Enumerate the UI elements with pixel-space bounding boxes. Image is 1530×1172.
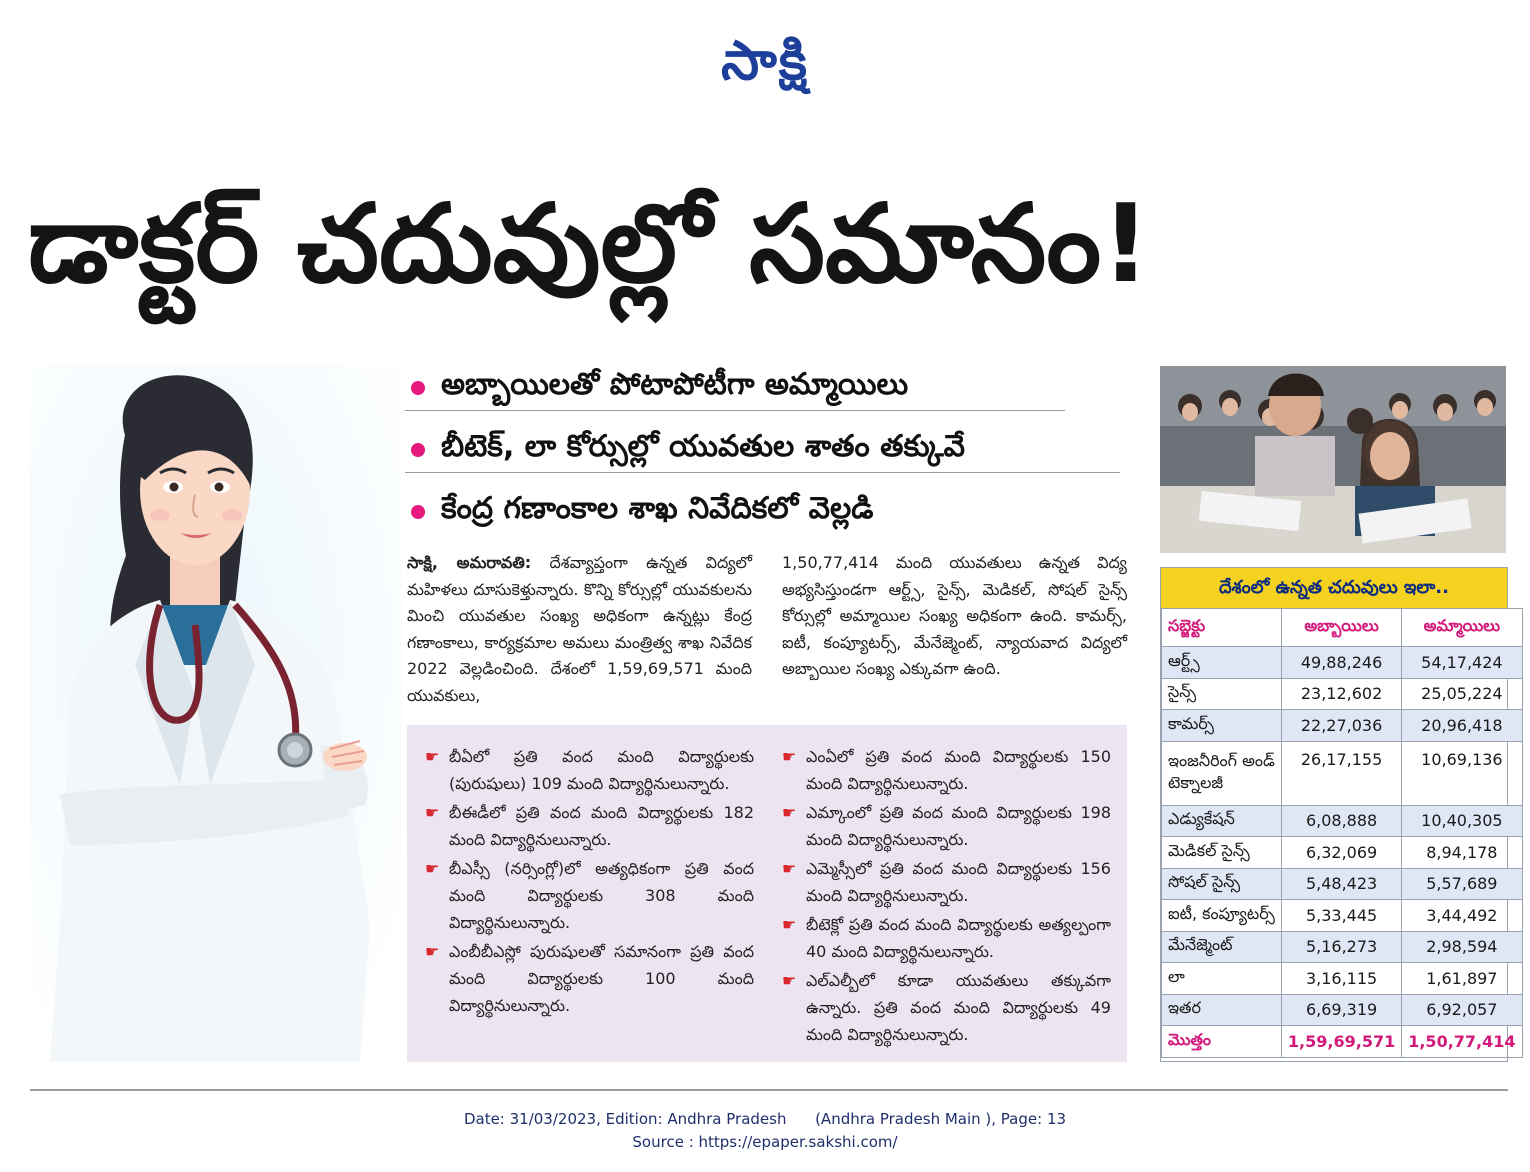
subject-cell: ఇంజనీరింగ్ అండ్ టెక్నాలజీ bbox=[1162, 741, 1282, 805]
pointing-hand-icon: ☛ bbox=[782, 915, 797, 934]
statistics-table bbox=[1160, 567, 1516, 1062]
subject-cell: మెడికల్ సైన్స్ bbox=[1162, 837, 1282, 869]
pink-dot-icon bbox=[411, 381, 425, 395]
fact-item: ☛ బీఎస్సీ (నర్సింగ్లో)లో అత్యధికంగా ప్రతి వంద మంది విద్యార్థులకు 308 మంది విద్యార్థినులున్నారు. bbox=[425, 855, 754, 936]
fact-item: ☛ బీటెక్లో ప్రతి వంద మంది విద్యార్థులకు అత్యల్పంగా 40 మంది విద్యార్థినులున్నారు. bbox=[782, 911, 1111, 965]
total-girls: 1,50,77,414 bbox=[1402, 1026, 1522, 1058]
table-title: దేశంలో ఉన్నత చదువులు ఇలా.. bbox=[1161, 568, 1507, 608]
table-row bbox=[1162, 963, 1523, 995]
key-point bbox=[405, 422, 1125, 478]
boys-cell: 22,27,036 bbox=[1281, 710, 1401, 742]
fact-column-left bbox=[425, 743, 754, 1052]
footer-divider bbox=[30, 1089, 1508, 1091]
table-row bbox=[1162, 931, 1523, 963]
subject-cell: సైన్స్ bbox=[1162, 678, 1282, 710]
total-boys: 1,59,69,571 bbox=[1281, 1026, 1401, 1058]
table-row bbox=[1162, 741, 1523, 805]
boys-cell: 5,48,423 bbox=[1281, 868, 1401, 900]
table-row bbox=[1162, 837, 1523, 869]
footer-source: Source : https://epaper.sakshi.com/ bbox=[632, 1133, 898, 1151]
total-label: మొత్తం bbox=[1162, 1026, 1282, 1058]
subject-cell: ఎడ్యుకేషన్ bbox=[1162, 805, 1282, 837]
girls-cell: 2,98,594 bbox=[1402, 931, 1522, 963]
key-point bbox=[405, 484, 1125, 540]
girls-cell: 25,05,224 bbox=[1402, 678, 1522, 710]
article-body bbox=[407, 550, 1127, 720]
boys-cell: 6,69,319 bbox=[1281, 994, 1401, 1026]
girls-cell: 10,40,305 bbox=[1402, 805, 1522, 837]
divider bbox=[405, 472, 1120, 473]
table-row bbox=[1162, 805, 1523, 837]
subject-cell: లా bbox=[1162, 963, 1282, 995]
pointing-hand-icon: ☛ bbox=[425, 803, 440, 822]
subject-cell: ఆర్ట్స్ bbox=[1162, 647, 1282, 679]
doctor-illustration bbox=[30, 365, 402, 1062]
girls-cell: 20,96,418 bbox=[1402, 710, 1522, 742]
key-point bbox=[405, 360, 1125, 416]
table-total-row bbox=[1162, 1026, 1523, 1058]
key-point-text: కేంద్ర గణాంకాల శాఖ నివేదికలో వెల్లడి bbox=[441, 491, 874, 526]
pointing-hand-icon: ☛ bbox=[782, 747, 797, 766]
fact-item: ☛ ఎల్ఎల్బీలో కూడా యువతులు తక్కువగా ఉన్నారు. ప్రతి వంద మంది విద్యార్థులకు 49 మంది విద్యార్థినులున్నారు. bbox=[782, 967, 1111, 1048]
headline: డాక్టర్ చదువుల్లో సమానం! bbox=[28, 182, 1151, 307]
key-point-text: అబ్బాయిలతో పోటాపోటీగా అమ్మాయిలు bbox=[441, 367, 909, 402]
fact-column-right bbox=[782, 743, 1111, 1052]
table-header-row bbox=[1162, 609, 1523, 647]
footer bbox=[0, 1108, 1530, 1154]
fact-item: ☛ బీఏలో ప్రతి వంద మంది విద్యార్థులకు (పురుషులు) 109 మంది విద్యార్థినులున్నారు. bbox=[425, 743, 754, 797]
girls-cell: 5,57,689 bbox=[1402, 868, 1522, 900]
masthead-name: సాక్షి bbox=[721, 29, 809, 92]
subject-cell: కామర్స్ bbox=[1162, 710, 1282, 742]
fact-item: ☛ ఎంఏలో ప్రతి వంద మంది విద్యార్థులకు 150 మంది విద్యార్థినులున్నారు. bbox=[782, 743, 1111, 797]
key-point-text: బీటెక్, లా కోర్సుల్లో యువతుల శాతం తక్కువే bbox=[441, 429, 965, 464]
article-column-1 bbox=[407, 550, 752, 720]
pink-dot-icon bbox=[411, 443, 425, 457]
fact-box bbox=[407, 725, 1127, 1062]
article-text: 1,50,77,414 మంది యువతులు ఉన్నత విద్య అభ్యసిస్తుండగా ఆర్ట్స్, సైన్స్, మెడికల్, సోషల్ సైన్స్ కోర్సుల్లో అమ్మాయిల సంఖ్య అధికంగా ఉంది. కామర్స్, ఐటీ, కంప్యూటర్స్, మేనేజ్మెంట్, న్యాయవాద విద్యలో అబ్బాయిల సంఖ్య ఎక్కువగా ఉంది. bbox=[782, 553, 1127, 678]
masthead-logo bbox=[660, 22, 870, 100]
boys-cell: 3,16,115 bbox=[1281, 963, 1401, 995]
boys-cell: 5,33,445 bbox=[1281, 900, 1401, 932]
subject-cell: సోషల్ సైన్స్ bbox=[1162, 868, 1282, 900]
pointing-hand-icon: ☛ bbox=[425, 942, 440, 961]
article-column-2 bbox=[782, 550, 1127, 720]
girls-cell: 6,92,057 bbox=[1402, 994, 1522, 1026]
pointing-hand-icon: ☛ bbox=[425, 859, 440, 878]
table-row bbox=[1162, 678, 1523, 710]
pointing-hand-icon: ☛ bbox=[425, 747, 440, 766]
pointing-hand-icon: ☛ bbox=[782, 859, 797, 878]
subject-cell: ఐటీ, కంప్యూటర్స్ bbox=[1162, 900, 1282, 932]
boys-cell: 5,16,273 bbox=[1281, 931, 1401, 963]
girls-cell: 54,17,424 bbox=[1402, 647, 1522, 679]
boys-cell: 26,17,155 bbox=[1281, 741, 1401, 805]
footer-edition-info: Date: 31/03/2023, Edition: Andhra Pradesh (Andhra Pradesh Main ), Page: 13 bbox=[463, 1110, 1067, 1128]
article-text: దేశవ్యాప్తంగా ఉన్నత విద్యలో మహిళలు దూసుకెళ్తున్నారు. కొన్ని కోర్సుల్లో యువకులను మించి యువతుల సంఖ్య అధికంగా ఉన్నట్లు కేంద్ర గణాంకాలు, కార్యక్రమాల అమలు మంత్రిత్వ శాఖ నివేదిక 2022 వెల్లడించింది. దేశంలో 1,59,69,571 మంది యువకులు, bbox=[407, 553, 752, 705]
key-points bbox=[405, 360, 1125, 540]
pink-dot-icon bbox=[411, 505, 425, 519]
column-header-subject: సబ్జెక్టు bbox=[1162, 609, 1282, 647]
fact-item: ☛ ఎంబీబీఎస్లో పురుషులతో సమానంగా ప్రతి వంద మంది విద్యార్థులకు 100 మంది విద్యార్థినులున్నారు. bbox=[425, 938, 754, 1019]
subject-cell: ఇతర bbox=[1162, 994, 1282, 1026]
pointing-hand-icon: ☛ bbox=[782, 971, 797, 990]
table-row bbox=[1162, 900, 1523, 932]
fact-item: ☛ ఎమ్మెస్సీలో ప్రతి వంద మంది విద్యార్థులకు 156 మంది విద్యార్థినులున్నారు. bbox=[782, 855, 1111, 909]
boys-cell: 23,12,602 bbox=[1281, 678, 1401, 710]
boys-cell: 6,32,069 bbox=[1281, 837, 1401, 869]
divider bbox=[405, 410, 1065, 411]
subject-cell: మేనేజ్మెంట్ bbox=[1162, 931, 1282, 963]
classroom-photo bbox=[1160, 366, 1506, 553]
data-table bbox=[1161, 608, 1523, 1058]
girls-cell: 10,69,136 bbox=[1402, 741, 1522, 805]
girls-cell: 8,94,178 bbox=[1402, 837, 1522, 869]
column-header-boys: అబ్బాయిలు bbox=[1281, 609, 1401, 647]
fact-item: ☛ ఎమ్కాంలో ప్రతి వంద మంది విద్యార్థులకు 198 మంది విద్యార్థినులున్నారు. bbox=[782, 799, 1111, 853]
boys-cell: 6,08,888 bbox=[1281, 805, 1401, 837]
table-row bbox=[1162, 868, 1523, 900]
girls-cell: 3,44,492 bbox=[1402, 900, 1522, 932]
column-header-girls: అమ్మాయిలు bbox=[1402, 609, 1522, 647]
boys-cell: 49,88,246 bbox=[1281, 647, 1401, 679]
pointing-hand-icon: ☛ bbox=[782, 803, 797, 822]
girls-cell: 1,61,897 bbox=[1402, 963, 1522, 995]
table-row bbox=[1162, 994, 1523, 1026]
fact-item: ☛ బీఈడీలో ప్రతి వంద మంది విద్యార్థులకు 182 మంది విద్యార్థినులున్నారు. bbox=[425, 799, 754, 853]
table-row bbox=[1162, 647, 1523, 679]
table-row bbox=[1162, 710, 1523, 742]
dateline: సాక్షి, అమరావతి: bbox=[407, 553, 532, 572]
